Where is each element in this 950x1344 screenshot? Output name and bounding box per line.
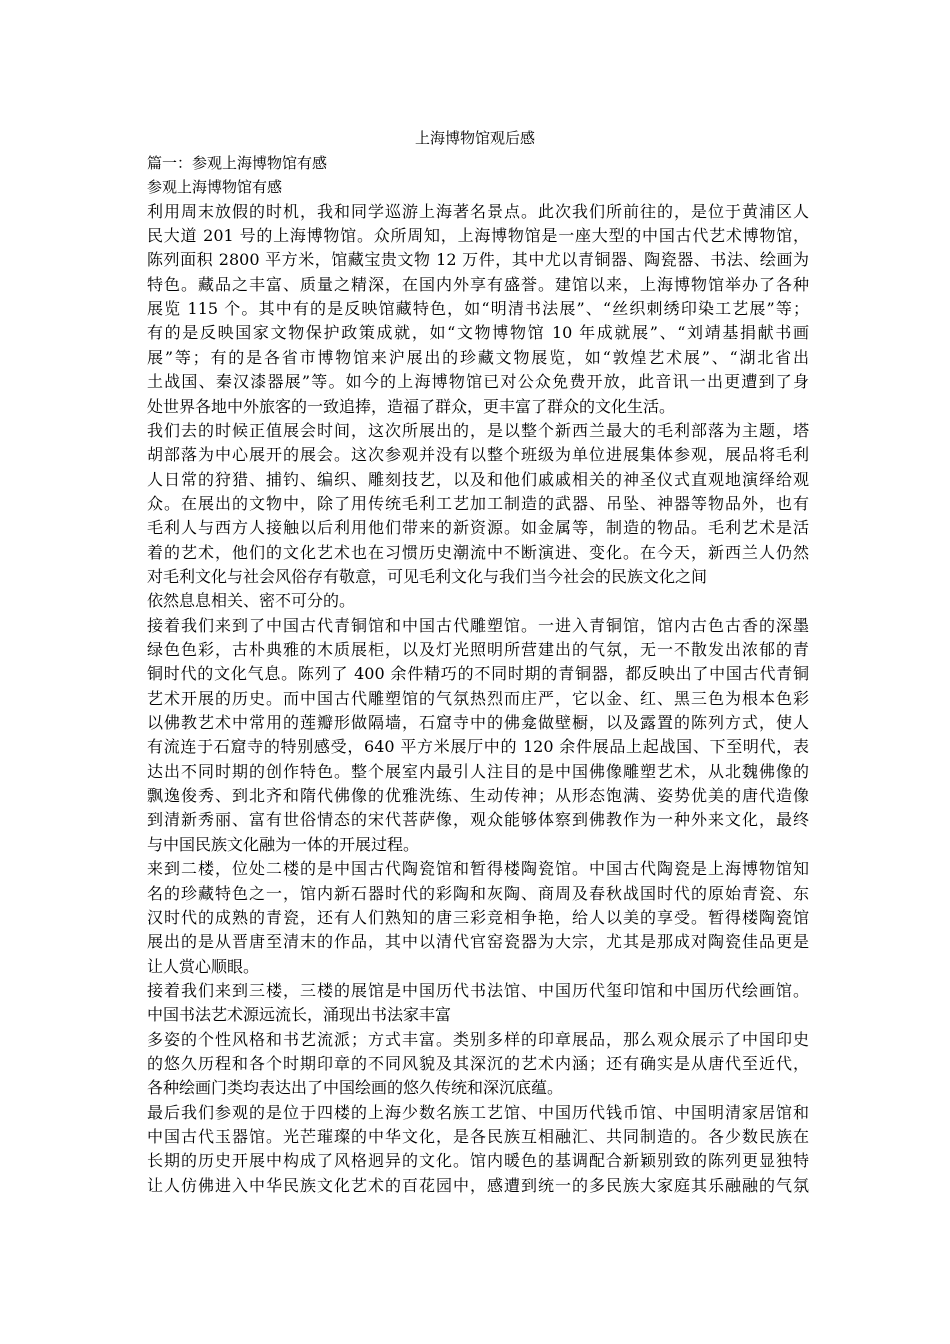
text-line: 民大道 201 号的上海博物馆。众所周知，上海博物馆是一座大型的中国古代艺术博物馆，: [147, 226, 809, 246]
text-line: 最后我们参观的是位于四楼的上海少数名族工艺馆、中国历代钱币馆、中国明清家居馆和: [147, 1102, 809, 1122]
text-line: 长期的历史开展中构成了风格迥异的文化。馆内暖色的基调配合新颖别致的陈列更显独特: [147, 1151, 809, 1171]
text-line: 我们去的时候正值展会时间，这次所展出的，是以整个新西兰最大的毛利部落为主题，塔: [147, 420, 809, 440]
text-line: 中国书法艺术源远流长，涌现出书法家丰富: [147, 1005, 452, 1025]
text-line: 篇一：参观上海博物馆有感: [147, 154, 328, 172]
text-line: 特色。藏品之丰富、质量之精深，在国内外享有盛誉。建馆以来，上海博物馆举办了各种: [147, 274, 809, 294]
text-line: 接着我们来到了中国古代青铜馆和中国古代雕塑馆。一进入青铜馆，馆内古色古香的深墨: [147, 615, 809, 635]
text-line: 多姿的个性风格和书艺流派；方式丰富。类别多样的印章展品，那么观众展示了中国印史: [147, 1029, 809, 1049]
text-line: 各种绘画门类均表达出了中国绘画的悠久传统和深沉底蕴。: [147, 1078, 564, 1098]
text-line: 人日常的狩猎、捕钓、编织、雕刻技艺，以及和他们戚戚相关的神圣仪式直观地演绎给观: [147, 469, 809, 489]
text-line: 让人赏心顺眼。: [147, 956, 260, 976]
text-line: 展出的是从晋唐至清末的作品，其中以清代官窑瓷器为大宗，尤其是那成对陶瓷佳品更是: [147, 932, 809, 952]
text-line: 绿色色彩，古朴典雅的木质展柜，以及灯光照明所营建出的气氛，无一不散发出浓郁的青: [147, 640, 809, 659]
text-line: 让人仿佛进入中华民族文化艺术的百花园中，感遭到统一的多民族大家庭其乐融融的气氛: [147, 1175, 809, 1195]
text-line: 名的珍藏特色之一，馆内新石器时代的彩陶和灰陶、商周及春秋战国时代的原始青瓷、东: [147, 883, 809, 903]
text-line: 胡部落为中心展开的展会。这次参观并没有以整个班级为单位进展集体参观，展品将毛利: [147, 445, 809, 465]
text-line: 有流连于石窟寺的特别感受，640 平方米展厅中的 120 余件展品上起战国、下至明代，表: [147, 737, 809, 757]
text-line: 艺术开展的历史。而中国古代雕塑馆的气氛热烈而庄严，它以金、红、黑三色为根本色彩: [147, 688, 809, 708]
text-line: 有的是反映国家文物保护政策成就，如“文物博物馆 10 年成就展”、“刘靖基捐献书画: [147, 323, 809, 343]
text-line: 着的艺术，他们的文化艺术也在习惯历史潮流中不断演进、变化。在今天，新西兰人仍然: [147, 542, 809, 562]
text-line: 陈列面积 2800 平方米，馆藏宝贵文物 12 万件，其中尤以青铜器、陶瓷器、书法、绘画为: [147, 250, 809, 270]
text-line: 毛利人与西方人接触以后利用他们带来的新资源。如金属等，制造的物品。毛利艺术是活: [147, 518, 809, 538]
text-line: 达出不同时期的创作特色。整个展室内最引人注目的是中国佛像雕塑艺术，从北魏佛像的: [147, 761, 809, 781]
text-line: 土战国、秦汉漆器展”等。如今的上海博物馆已对公众免费开放，此音讯一出更遭到了身: [147, 372, 809, 392]
text-line: 处世界各地中外旅客的一致追捧，造福了群众，更丰富了群众的文化生活。: [147, 396, 676, 416]
text-line: 利用周末放假的时机，我和同学巡游上海著名景点。此次我们所前往的，是位于黄浦区人: [147, 201, 809, 221]
text-line: 展览 115 个。其中有的是反映馆藏特色，如“明清书法展”、“丝织刺绣印染工艺展”等；: [147, 299, 809, 319]
text-line: 中国古代玉器馆。光芒璀璨的中华文化，是各民族互相融汇、共同制造的。各少数民族在: [147, 1127, 809, 1146]
text-line: 到清新秀丽、富有世俗情态的宋代菩萨像，观众能够体察到佛教作为一种外来文化，最终: [147, 810, 809, 830]
text-line: 的悠久历程和各个时期印章的不同风貌及其深沉的艺术内涵；还有确实是从唐代至近代，: [147, 1053, 809, 1073]
text-line: 对毛利文化与社会风俗存有敬意，可见毛利文化与我们当今社会的民族文化之间: [147, 566, 708, 586]
text-line: 展”等；有的是各省市博物馆来沪展出的珍藏文物展览，如“敦煌艺术展”、“湖北省出: [147, 347, 809, 367]
text-line: 参观上海博物馆有感: [147, 178, 283, 197]
text-line: 铜时代的文化气息。陈列了 400 余件精巧的不同时期的青铜器，都反映出了中国古代青铜: [147, 664, 809, 684]
text-line: 汉时代的成熟的青瓷，还有人们熟知的唐三彩竞相争艳，给人以美的享受。暂得楼陶瓷馆: [147, 907, 809, 927]
document-title: 上海博物馆观后感: [414, 129, 535, 147]
text-line: 以佛教艺术中常用的莲瓣形做隔墙，石窟寺中的佛龛做壁橱，以及露置的陈列方式，使人: [147, 713, 809, 733]
text-line: 飘逸俊秀、到北齐和隋代佛像的优雅洗练、生动传神；从形态饱满、姿势优美的唐代造像: [147, 786, 809, 806]
text-line: 众。在展出的文物中，除了用传统毛利工艺加工制造的武器、吊坠、神器等物品外，也有: [147, 493, 809, 513]
text-line: 来到二楼，位处二楼的是中国古代陶瓷馆和暂得楼陶瓷馆。中国古代陶瓷是上海博物馆知: [147, 859, 809, 879]
text-line: 依然息息相关、密不可分的。: [147, 591, 356, 611]
text-line: 接着我们来到三楼，三楼的展馆是中国历代书法馆、中国历代玺印馆和中国历代绘画馆。: [147, 980, 809, 1000]
text-line: 与中国民族文化融为一体的开展过程。: [147, 834, 420, 854]
